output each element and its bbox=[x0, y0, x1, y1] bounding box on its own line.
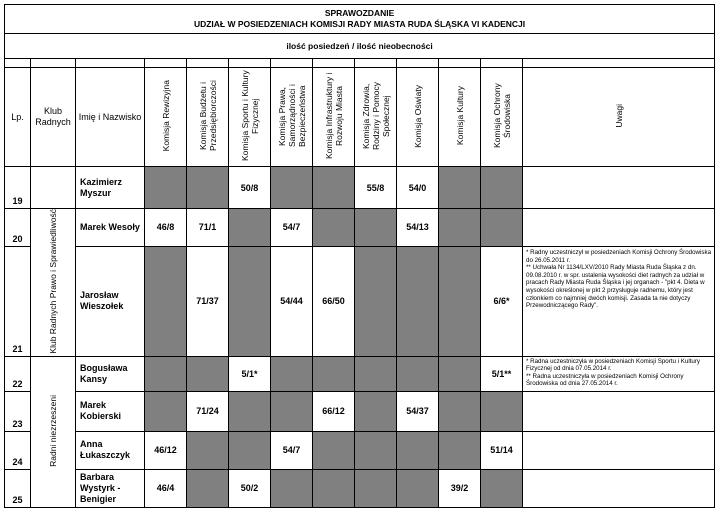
row-name: Anna Łukaszczyk bbox=[76, 431, 145, 469]
remarks-cell bbox=[523, 469, 715, 507]
attendance-value: 54/44 bbox=[271, 246, 313, 356]
attendance-value: 54/7 bbox=[271, 209, 313, 247]
not-member-cell bbox=[271, 167, 313, 209]
not-member-cell bbox=[145, 246, 187, 356]
table-row bbox=[5, 356, 715, 391]
attendance-value: 66/50 bbox=[313, 246, 355, 356]
not-member-cell bbox=[313, 356, 355, 391]
not-member-cell bbox=[481, 209, 523, 247]
spacer-row bbox=[5, 59, 715, 68]
header-committee-label: Komisja Sportu i Kultury Fizycznej bbox=[239, 70, 260, 162]
header-klub bbox=[31, 68, 76, 167]
header-committee bbox=[271, 68, 313, 167]
attendance-value: 71/1 bbox=[187, 209, 229, 247]
row-lp: 20 bbox=[5, 209, 31, 247]
not-member-cell bbox=[397, 431, 439, 469]
remarks-cell bbox=[523, 209, 715, 247]
club-label-independent: Radni niezrzeszeni bbox=[48, 394, 58, 467]
not-member-cell bbox=[355, 469, 397, 507]
table-row bbox=[5, 431, 715, 469]
header-committee-label: Komisja Rewizyjna bbox=[160, 80, 171, 152]
not-member-cell bbox=[355, 391, 397, 431]
header-committee bbox=[187, 68, 229, 167]
header-committee-label: Komisja Prawa, Samorządności i Bezpieczeństwa bbox=[276, 84, 307, 148]
not-member-cell bbox=[397, 469, 439, 507]
not-member-cell bbox=[481, 469, 523, 507]
not-member-cell bbox=[187, 431, 229, 469]
attendance-value: 55/8 bbox=[355, 167, 397, 209]
not-member-cell bbox=[313, 167, 355, 209]
attendance-value: 54/13 bbox=[397, 209, 439, 247]
not-member-cell bbox=[439, 391, 481, 431]
attendance-value: 54/37 bbox=[397, 391, 439, 431]
not-member-cell bbox=[187, 469, 229, 507]
row-lp: 21 bbox=[5, 246, 31, 356]
not-member-cell bbox=[439, 246, 481, 356]
report-sheet bbox=[4, 4, 714, 504]
row-lp: 22 bbox=[5, 356, 31, 391]
header-committee-label: Komisja Kultury bbox=[454, 86, 465, 146]
header-committee bbox=[397, 68, 439, 167]
report-subtitle: UDZIAŁ W POSIEDZENIACH KOMISJI RADY MIASTA RUDA ŚLĄSKA VI KADENCJI bbox=[193, 19, 526, 29]
row-name: Kazimierz Myszur bbox=[76, 167, 145, 209]
attendance-value: 6/6* bbox=[481, 246, 523, 356]
column-header-row bbox=[5, 68, 715, 167]
attendance-value: 50/8 bbox=[229, 167, 271, 209]
header-committee-label: Komisja Oświaty bbox=[412, 84, 423, 148]
not-member-cell bbox=[229, 391, 271, 431]
attendance-value: 46/12 bbox=[145, 431, 187, 469]
not-member-cell bbox=[481, 391, 523, 431]
not-member-cell bbox=[145, 167, 187, 209]
not-member-cell bbox=[355, 431, 397, 469]
table-body bbox=[5, 167, 715, 508]
not-member-cell bbox=[313, 469, 355, 507]
not-member-cell bbox=[481, 167, 523, 209]
attendance-value: 66/12 bbox=[313, 391, 355, 431]
table-row bbox=[5, 167, 715, 209]
header-remarks bbox=[523, 68, 715, 167]
club-cell-pis bbox=[31, 209, 76, 357]
row-lp: 25 bbox=[5, 469, 31, 507]
club-label-pis: Klub Radnych Prawo i Sprawiedliwość bbox=[48, 209, 58, 354]
not-member-cell bbox=[229, 209, 271, 247]
header-committee-label: Komisja Zdrowia, Rodziny i Pomocy Społecznej bbox=[360, 81, 391, 151]
not-member-cell bbox=[271, 469, 313, 507]
not-member-cell bbox=[397, 246, 439, 356]
not-member-cell bbox=[439, 356, 481, 391]
header-lp bbox=[5, 68, 31, 167]
attendance-value: 5/1* bbox=[229, 356, 271, 391]
table-row bbox=[5, 209, 715, 247]
remarks-cell bbox=[523, 431, 715, 469]
remarks-cell bbox=[523, 167, 715, 209]
not-member-cell bbox=[187, 356, 229, 391]
not-member-cell bbox=[439, 167, 481, 209]
table-row bbox=[5, 469, 715, 507]
club-cell bbox=[31, 167, 76, 209]
attendance-value: 50/2 bbox=[229, 469, 271, 507]
not-member-cell bbox=[355, 209, 397, 247]
remarks-cell: * Radny uczestniczył w posiedzeniach Komisji Ochrony Środowiska do 26.05.2011 r. ** Uchwała Nr 1134/LXV/2010 Rady Miasta Ruda Śląska z dn. 09.08.2010 r. w spr. ustalenia wysokości diet radnych za udział w pracach Rady Miasta Ruda Śląska i jej organach - "pkt 4. Dieta w wysokości określonej w pkt 2 przysługuje radnemu, który jest członkiem co najmniej dwóch komisji. Zasada ta nie dotyczy Przewodniczącego Rady". bbox=[523, 246, 715, 356]
row-name: Marek Kobierski bbox=[76, 391, 145, 431]
header-name-label: Imię i Nazwisko bbox=[78, 111, 142, 122]
attendance-table bbox=[4, 4, 715, 508]
header-committee-label: Komisja Infrastruktury i Rozwoju Miasta bbox=[323, 72, 344, 160]
not-member-cell bbox=[229, 246, 271, 356]
header-name bbox=[76, 68, 145, 167]
table-row bbox=[5, 246, 715, 356]
report-header bbox=[5, 5, 715, 34]
row-lp: 19 bbox=[5, 167, 31, 209]
header-lp-label: Lp. bbox=[11, 112, 24, 122]
attendance-value: 54/7 bbox=[271, 431, 313, 469]
header-committee-label: Komisja Budżetu i Przedsiębiorczości bbox=[197, 80, 218, 152]
attendance-value: 39/2 bbox=[439, 469, 481, 507]
row-lp: 24 bbox=[5, 431, 31, 469]
not-member-cell bbox=[355, 246, 397, 356]
not-member-cell bbox=[355, 356, 397, 391]
header-committee-label: Komisja Ochrony Środowiska bbox=[491, 83, 512, 149]
not-member-cell bbox=[313, 431, 355, 469]
attendance-value: 51/14 bbox=[481, 431, 523, 469]
not-member-cell bbox=[271, 391, 313, 431]
header-remarks-label: Uwagi bbox=[613, 104, 624, 128]
header-committee bbox=[313, 68, 355, 167]
not-member-cell bbox=[397, 356, 439, 391]
header-committee bbox=[145, 68, 187, 167]
row-name: Barbara Wystyrk - Benigier bbox=[76, 469, 145, 507]
attendance-value: 5/1** bbox=[481, 356, 523, 391]
not-member-cell bbox=[229, 431, 271, 469]
attendance-value: 71/24 bbox=[187, 391, 229, 431]
not-member-cell bbox=[313, 209, 355, 247]
remarks-cell: * Radna uczestniczyła w posiedzeniach Komisji Sportu i Kultury Fizycznej od dnia 07.05.2014 r. ** Radna uczestniczyła w posiedzeniach Komisji Ochrony Środowiska od dnia 27.05.2014 r. bbox=[523, 356, 715, 391]
attendance-value: 46/4 bbox=[145, 469, 187, 507]
attendance-value: 71/37 bbox=[187, 246, 229, 356]
not-member-cell bbox=[439, 431, 481, 469]
row-name: Bogusława Kansy bbox=[76, 356, 145, 391]
club-cell-independent bbox=[31, 356, 76, 507]
header-committee bbox=[355, 68, 397, 167]
header-committee bbox=[439, 68, 481, 167]
not-member-cell bbox=[439, 209, 481, 247]
not-member-cell bbox=[145, 356, 187, 391]
attendance-value: 54/0 bbox=[397, 167, 439, 209]
header-klub-label: Klub Radnych bbox=[35, 106, 71, 127]
row-name: Marek Wesoły bbox=[76, 209, 145, 247]
header-committee bbox=[481, 68, 523, 167]
header-committee bbox=[229, 68, 271, 167]
report-title: SPRAWOZDANIE bbox=[324, 8, 395, 18]
row-lp: 23 bbox=[5, 391, 31, 431]
not-member-cell bbox=[145, 391, 187, 431]
table-row bbox=[5, 391, 715, 431]
attendance-value: 46/8 bbox=[145, 209, 187, 247]
row-name: Jarosław Wieszołek bbox=[76, 246, 145, 356]
stat-label: ilość posiedzeń / ilość nieobecności bbox=[5, 34, 715, 59]
not-member-cell bbox=[187, 167, 229, 209]
not-member-cell bbox=[271, 356, 313, 391]
remarks-cell bbox=[523, 391, 715, 431]
